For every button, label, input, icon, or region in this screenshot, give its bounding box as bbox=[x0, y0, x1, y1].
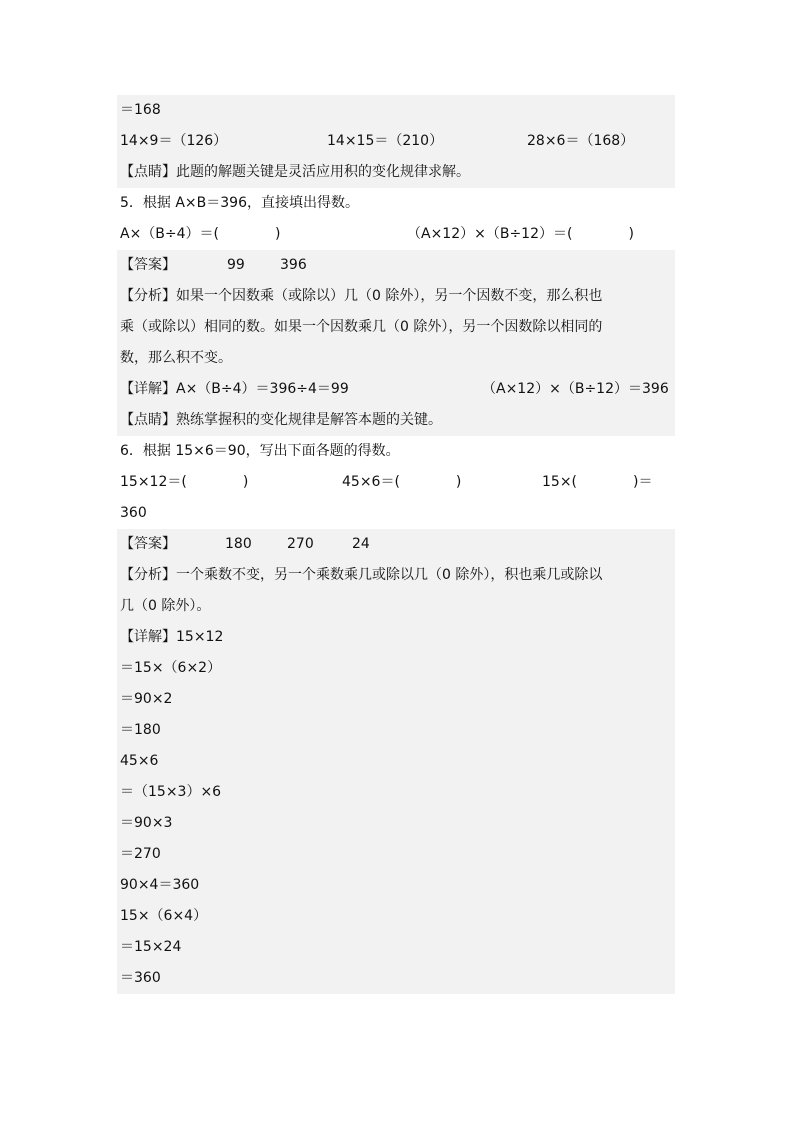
question-5-title bbox=[117, 188, 675, 219]
tip-line bbox=[117, 405, 675, 436]
detail-text: 45×6 bbox=[120, 753, 159, 769]
detail-text: ＝15×24 bbox=[120, 939, 182, 955]
detail-text: ＝15×（6×2） bbox=[120, 660, 222, 676]
question-6-wrap bbox=[117, 498, 675, 529]
blank-item: A×（B÷4）＝( ) bbox=[120, 226, 281, 242]
solution-item: 28×6＝（168） bbox=[527, 133, 635, 149]
detail-line bbox=[117, 746, 675, 777]
analysis-line bbox=[117, 312, 675, 343]
answer-value: 180 bbox=[225, 536, 252, 552]
blank-item: 45×6＝( ) bbox=[342, 474, 462, 490]
wrap-text: 360 bbox=[120, 505, 147, 521]
detail-text: 【详解】A×（B÷4）＝396÷4＝99 bbox=[120, 381, 349, 397]
solution-item: 14×15＝（210） bbox=[327, 133, 444, 149]
answer-value: 24 bbox=[352, 536, 370, 552]
blank-item: 15×( )＝ bbox=[542, 474, 653, 490]
blank-item: （A×12）×（B÷12）＝( ) bbox=[407, 226, 634, 242]
question-5-items bbox=[117, 219, 675, 250]
solution-line bbox=[117, 126, 675, 157]
question-6-items bbox=[117, 467, 675, 498]
detail-text: ＝90×3 bbox=[120, 815, 173, 831]
detail-line bbox=[117, 963, 675, 994]
detail-line bbox=[117, 932, 675, 963]
analysis-line bbox=[117, 560, 675, 591]
detail-line bbox=[117, 684, 675, 715]
document-content bbox=[117, 95, 675, 994]
detail-text: （A×12）×（B÷12）＝396 bbox=[482, 381, 669, 397]
detail-text: ＝180 bbox=[120, 722, 161, 738]
analysis-text: 几（0 除外）。 bbox=[120, 598, 211, 614]
detail-text: ＝90×2 bbox=[120, 691, 173, 707]
question-text: 6．根据 15×6＝90，写出下面各题的得数。 bbox=[120, 443, 400, 459]
tip-text: 【点睛】熟练掌握积的变化规律是解答本题的关键。 bbox=[120, 412, 442, 428]
analysis-text: 【分析】一个乘数不变，另一个乘数乘几或除以几（0 除外），积也乘几或除以 bbox=[120, 567, 603, 583]
detail-line bbox=[117, 374, 675, 405]
detail-text: ＝（15×3）×6 bbox=[120, 784, 222, 800]
detail-line bbox=[117, 808, 675, 839]
answer-label: 【答案】 bbox=[120, 257, 176, 273]
detail-line bbox=[117, 901, 675, 932]
solution-line bbox=[117, 95, 675, 126]
analysis-text: 乘（或除以）相同的数。如果一个因数乘几（0 除外），另一个因数除以相同的 bbox=[120, 319, 603, 335]
detail-line bbox=[117, 839, 675, 870]
answer-line bbox=[117, 529, 675, 560]
detail-line bbox=[117, 622, 675, 653]
analysis-line bbox=[117, 591, 675, 622]
detail-text: 【详解】15×12 bbox=[120, 629, 224, 645]
question-6-title bbox=[117, 436, 675, 467]
detail-text: 90×4＝360 bbox=[120, 877, 200, 893]
analysis-line bbox=[117, 343, 675, 374]
question-text: 5．根据 A×B＝396，直接填出得数。 bbox=[120, 195, 359, 211]
detail-text: 15×（6×4） bbox=[120, 908, 208, 924]
analysis-line bbox=[117, 281, 675, 312]
answer-line bbox=[117, 250, 675, 281]
detail-line bbox=[117, 715, 675, 746]
answer-value: 270 bbox=[287, 536, 314, 552]
detail-line bbox=[117, 653, 675, 684]
answer-value: 99 bbox=[227, 257, 245, 273]
blank-item: 15×12＝( ) bbox=[120, 474, 249, 490]
detail-text: ＝360 bbox=[120, 970, 161, 986]
solution-text: ＝168 bbox=[120, 102, 161, 118]
analysis-text: 【分析】如果一个因数乘（或除以）几（0 除外），另一个因数不变，那么积也 bbox=[120, 288, 603, 304]
detail-text: ＝270 bbox=[120, 846, 161, 862]
answer-value: 396 bbox=[280, 257, 307, 273]
answer-label: 【答案】 bbox=[120, 536, 176, 552]
detail-line bbox=[117, 777, 675, 808]
solution-item: 14×9＝（126） bbox=[120, 133, 228, 149]
analysis-text: 数，那么积不变。 bbox=[120, 350, 232, 366]
detail-line bbox=[117, 870, 675, 901]
tip-text: 【点睛】此题的解题关键是灵活应用积的变化规律求解。 bbox=[120, 164, 470, 180]
tip-line bbox=[117, 157, 675, 188]
